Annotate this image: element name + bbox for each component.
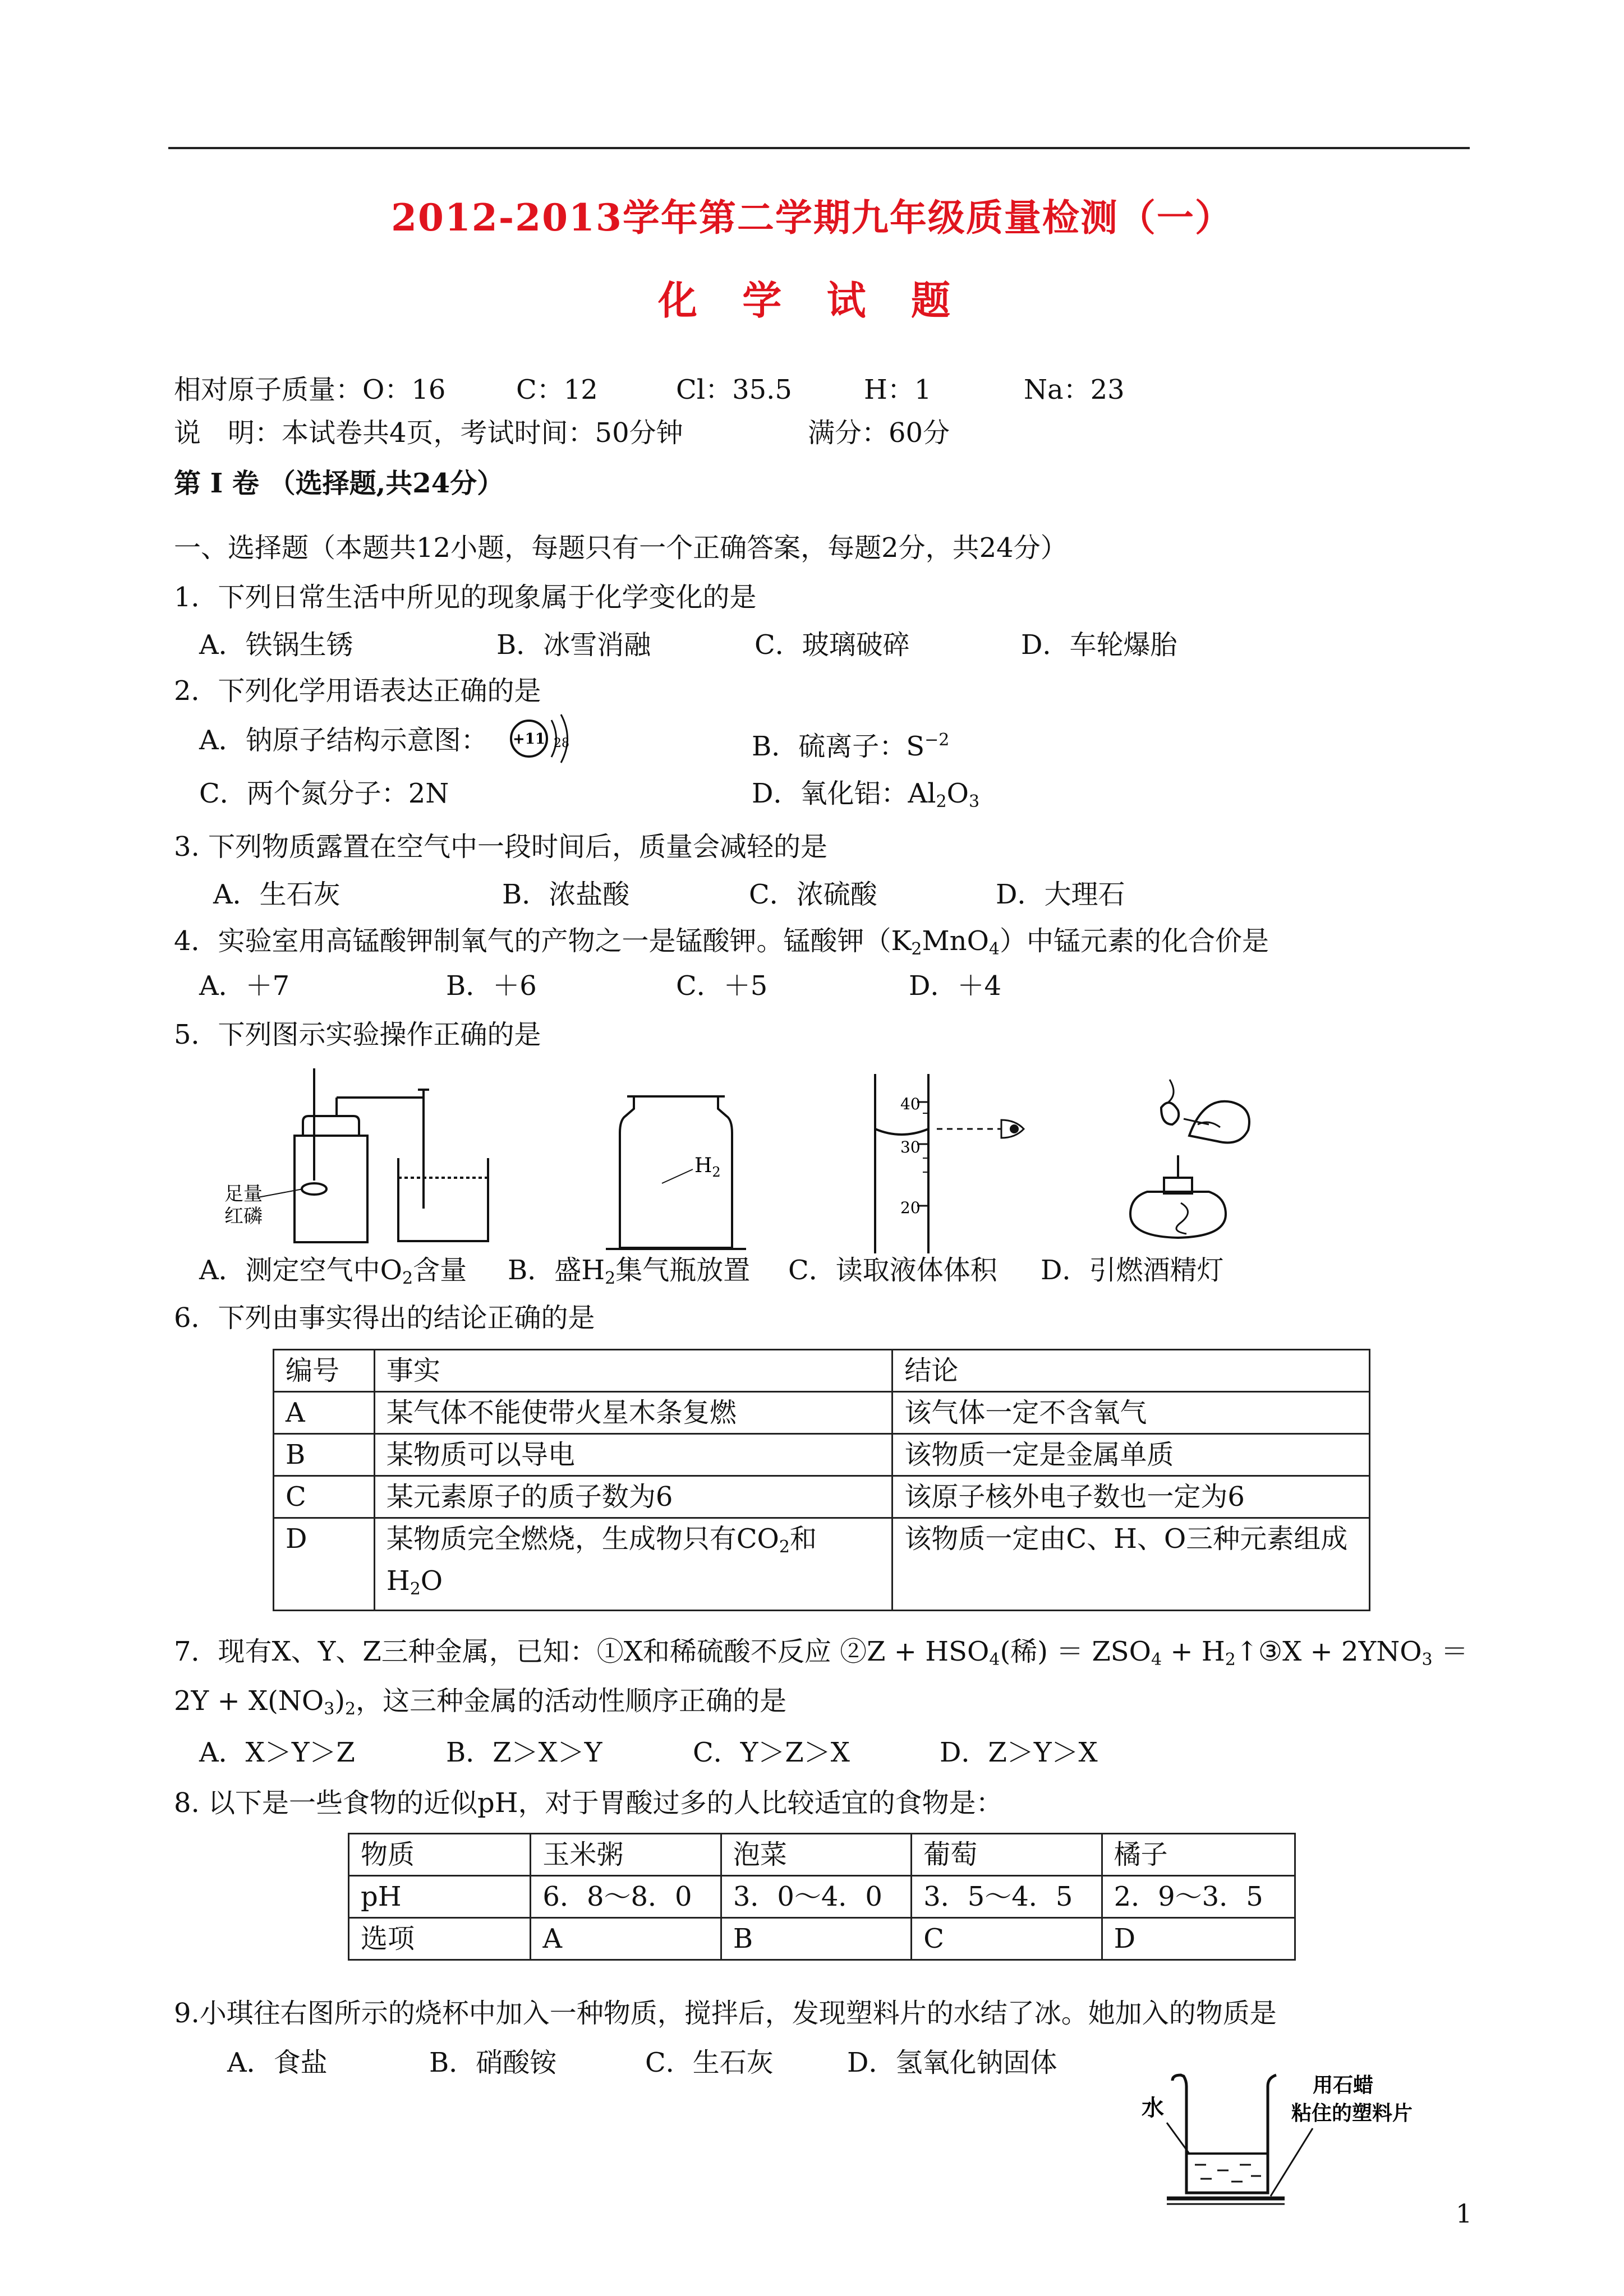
figure-beaker xyxy=(1133,2064,1425,2215)
q4-option-b: B．＋6 xyxy=(446,970,537,1002)
q1-stem: 1．下列日常生活中所见的现象属于化学变化的是 xyxy=(174,582,757,613)
q2-option-d: D．氧化铝：$Al_2O_3$ xyxy=(752,778,980,812)
q8-cell-option-a: A xyxy=(531,1918,721,1960)
q4-option-a: A．＋7 xyxy=(199,970,290,1002)
q9-option-b: B．硝酸铵 xyxy=(429,2047,557,2078)
table-row xyxy=(274,1476,1370,1518)
h2-label: $H_2$ xyxy=(694,1154,721,1180)
q6-stem: 6．下列由事实得出的结论正确的是 xyxy=(174,1302,595,1334)
q8-cell-ph-label: pH xyxy=(349,1876,531,1918)
q6-row-d-id: D xyxy=(274,1518,375,1611)
q8-cell-grape: 葡萄 xyxy=(912,1834,1102,1876)
table-row xyxy=(349,1876,1295,1918)
scale-20: 20 xyxy=(900,1198,921,1217)
exam-score: 满分：60分 xyxy=(808,417,950,449)
q6-row-b-id: B xyxy=(274,1434,375,1476)
q2-option-c: C．两个氮分子：2N xyxy=(199,778,449,809)
atomic-mass-h: H：1 xyxy=(864,374,932,405)
q8-cell-pickles: 泡菜 xyxy=(721,1834,911,1876)
table-row xyxy=(274,1518,1370,1611)
q5-option-c: C．读取液体体积 xyxy=(788,1255,997,1286)
page-number: 1 xyxy=(1456,2198,1473,2229)
q6-row-c-fact: 某元素原子的质子数为6 xyxy=(374,1476,892,1518)
q8-cell-option-c: C xyxy=(912,1918,1102,1960)
table-row xyxy=(349,1918,1295,1960)
water-label: 水 xyxy=(1142,2095,1164,2121)
q9-option-c: C．生石灰 xyxy=(645,2047,774,2078)
atomic-mass-na: Na：23 xyxy=(1024,374,1125,405)
figure-alcohol-lamps xyxy=(1097,1063,1287,1248)
q2-stem: 2．下列化学用语表达正确的是 xyxy=(174,675,541,707)
q2-option-a: A．钠原子结构示意图： xyxy=(199,725,488,756)
q8-stem: 8. 以下是一些食物的近似pH，对于胃酸过多的人比较适宜的食物是： xyxy=(174,1787,1003,1819)
q5-option-a: A．测定空气中$O_2$含量 xyxy=(199,1255,467,1288)
figure-graduated-cylinder xyxy=(864,1068,1049,1259)
figure-air-oxygen-apparatus xyxy=(224,1063,494,1253)
q1-option-c: C．玻璃破碎 xyxy=(755,629,910,661)
q5-option-b: B．盛$H_2$集气瓶放置 xyxy=(508,1255,751,1288)
exam-subtitle: 化 学 试 题 xyxy=(657,277,967,324)
table-row xyxy=(349,1834,1295,1876)
q6-row-d-conclusion: 该物质一定由C、H、O三种元素组成 xyxy=(892,1518,1370,1611)
q7-option-a: A．X＞Y＞Z xyxy=(199,1737,355,1768)
q7-stem-line2: $2Y + X(NO_3)_2$，这三种金属的活动性顺序正确的是 xyxy=(174,1685,787,1719)
q8-cell-option-label: 选项 xyxy=(349,1918,531,1960)
q8-table xyxy=(348,1833,1296,1961)
q4-option-d: D．＋4 xyxy=(909,970,1002,1002)
q6-header-row xyxy=(274,1350,1370,1392)
exam-note: 说 明：本试卷共4页，考试时间：50分钟 xyxy=(174,417,683,449)
atomic-mass-cl: Cl：35.5 xyxy=(676,374,792,405)
q7-option-d: D．Z＞Y＞X xyxy=(940,1737,1098,1768)
scale-30: 30 xyxy=(900,1138,921,1156)
plastic-sheet-label: 粘住的塑料片 xyxy=(1291,2101,1413,2125)
q7-option-c: C．Y＞Z＞X xyxy=(693,1737,850,1768)
q6-row-a-id: A xyxy=(274,1392,375,1434)
q8-cell-corn-porridge: 玉米粥 xyxy=(531,1834,721,1876)
wax-label: 用石蜡 xyxy=(1313,2073,1374,2097)
figure-a-label-1: 足量 xyxy=(224,1183,263,1205)
q6-row-b-fact: 某物质可以导电 xyxy=(374,1434,892,1476)
q8-cell-ph-a: 6．8～8．0 xyxy=(531,1876,721,1918)
atomic-mass-c: C：12 xyxy=(516,374,598,405)
q6-header-conclusion: 结论 xyxy=(892,1350,1370,1392)
scale-40: 40 xyxy=(900,1095,921,1113)
q7-stem-line1: 7．现有X、Y、Z三种金属，已知：①X和稀硫酸不反应 ②Z + $HSO_4$(稀) ＝ $ZSO_4$ + $H_2↑③X + 2YNO_3$ ＝ xyxy=(174,1636,1468,1670)
q6-row-b-conclusion: 该物质一定是金属单质 xyxy=(892,1434,1370,1476)
q3-option-d: D．大理石 xyxy=(996,879,1125,910)
q6-row-a-fact: 某气体不能使带火星木条复燃 xyxy=(374,1392,892,1434)
q4-option-c: C．＋5 xyxy=(676,970,768,1002)
q7-option-b: B．Z＞X＞Y xyxy=(446,1737,602,1768)
atomic-mass-o: 相对原子质量：O：16 xyxy=(174,374,446,405)
q8-cell-option-b: B xyxy=(721,1918,911,1960)
q3-option-b: B．浓盐酸 xyxy=(502,879,630,910)
q6-row-c-conclusion: 该原子核外电子数也一定为6 xyxy=(892,1476,1370,1518)
section-intro: 一、选择题（本题共12小题，每题只有一个正确答案，每题2分，共24分） xyxy=(174,532,1068,564)
q9-option-d: D．氢氧化钠固体 xyxy=(847,2047,1057,2078)
q8-cell-orange: 橘子 xyxy=(1102,1834,1295,1876)
q6-row-d-fact: 某物质完全燃烧，生成物只有$CO_2$和 $H_2O$ xyxy=(374,1518,892,1611)
top-rule xyxy=(168,147,1470,149)
q3-option-c: C．浓硫酸 xyxy=(749,879,877,910)
table-row xyxy=(274,1434,1370,1476)
figure-gas-jar xyxy=(595,1085,757,1253)
q2-option-b: B．硫离子：$S^{-2}$ xyxy=(752,730,950,762)
q8-cell-option-d: D xyxy=(1102,1918,1295,1960)
q5-stem: 5．下列图示实验操作正确的是 xyxy=(174,1019,541,1050)
q4-stem: 4．实验室用高锰酸钾制氧气的产物之一是锰酸钾。锰酸钾$(K_2MnO_4)$中锰元素的化合价是 xyxy=(174,925,1269,959)
q8-cell-ph-b: 3．0～4．0 xyxy=(721,1876,911,1918)
q5-option-d: D．引燃酒精灯 xyxy=(1041,1255,1224,1286)
table-row xyxy=(274,1392,1370,1434)
q6-header-id: 编号 xyxy=(274,1350,375,1392)
q9-option-a: A．食盐 xyxy=(227,2047,328,2078)
q8-cell-ph-d: 2．9～3．5 xyxy=(1102,1876,1295,1918)
q6-row-c-id: C xyxy=(274,1476,375,1518)
exam-title: 2012-2013学年第二学期九年级质量检测（一） xyxy=(391,196,1233,239)
q6-header-fact: 事实 xyxy=(374,1350,892,1392)
q9-stem: 9.小琪往右图所示的烧杯中加入一种物质，搅拌后，发现塑料片的水结了冰。她加入的物质是 xyxy=(174,1998,1277,2029)
q6-table xyxy=(273,1349,1370,1611)
q3-option-a: A．生石灰 xyxy=(213,879,341,910)
q6-row-a-conclusion: 该气体一定不含氧气 xyxy=(892,1392,1370,1434)
nucleus-charge: +11 xyxy=(513,731,545,748)
figure-a-label-2: 红磷 xyxy=(224,1205,263,1228)
section-heading: 第 I 卷 （选择题,共24分） xyxy=(174,468,504,499)
q8-cell-substance: 物质 xyxy=(349,1834,531,1876)
q1-option-a: A．铁锅生锈 xyxy=(199,629,353,661)
shell-electrons: 28 xyxy=(554,736,569,750)
sodium-atom-diagram xyxy=(508,708,581,769)
q1-option-d: D．车轮爆胎 xyxy=(1021,629,1177,661)
q1-option-b: B．冰雪消融 xyxy=(496,629,651,661)
q3-stem: 3. 下列物质露置在空气中一段时间后，质量会减轻的是 xyxy=(174,831,828,863)
q8-cell-ph-c: 3．5～4．5 xyxy=(912,1876,1102,1918)
